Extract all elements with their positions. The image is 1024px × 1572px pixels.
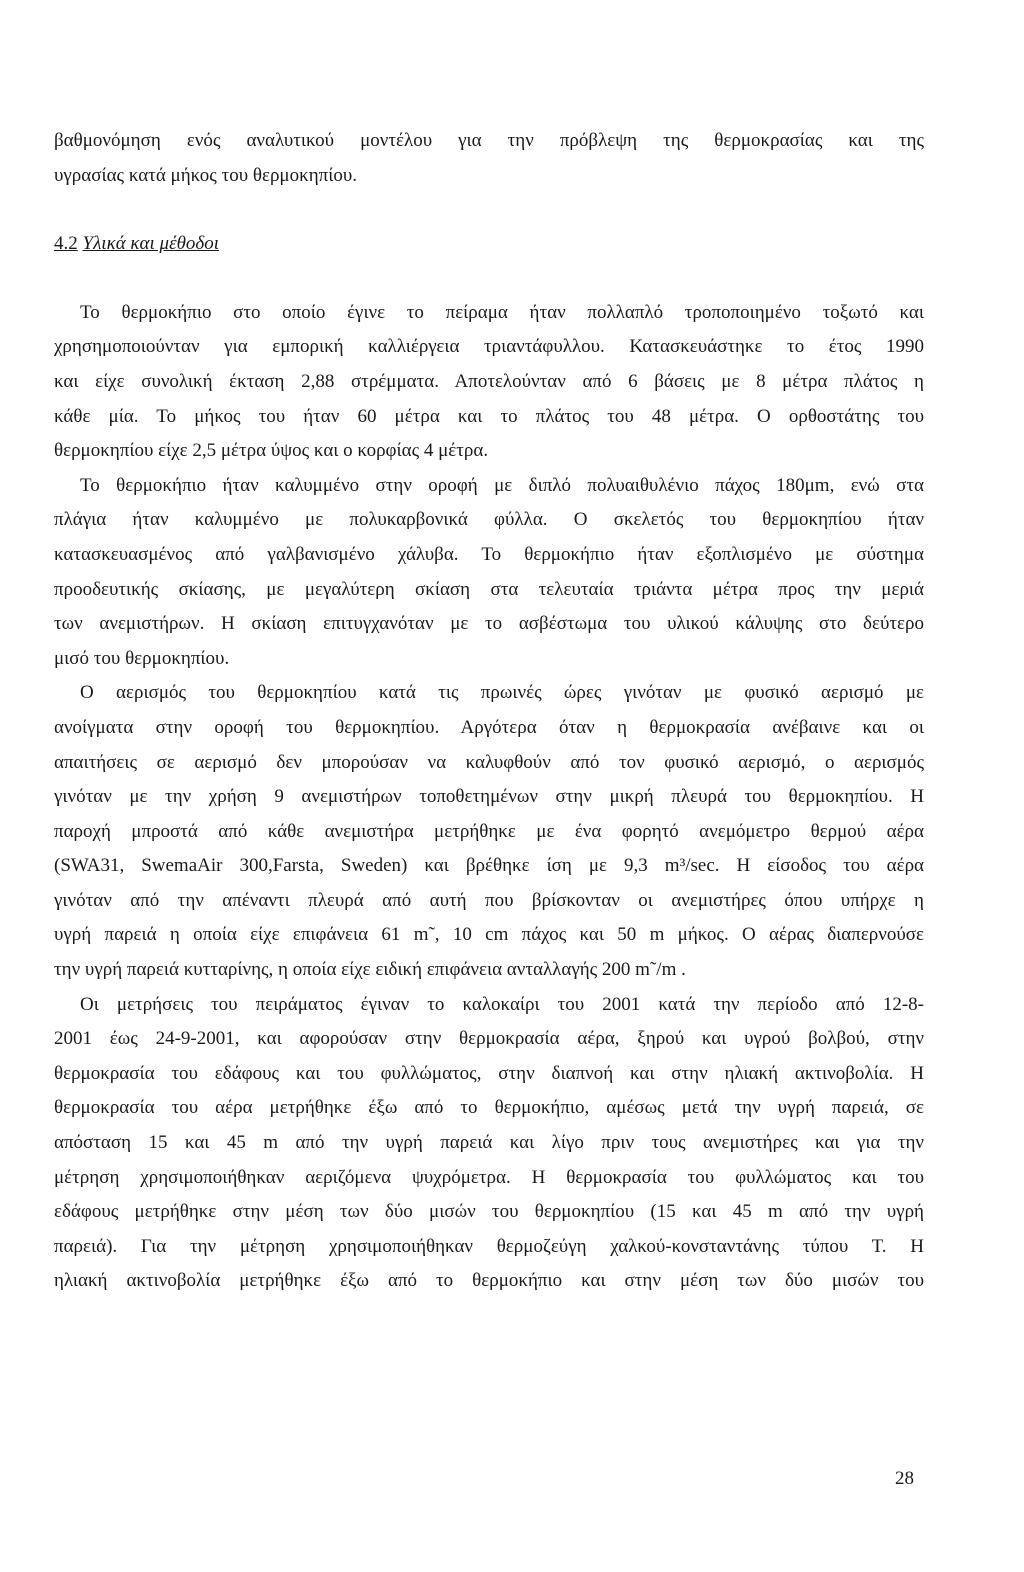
paragraph-ventilation: [54, 676, 924, 987]
text-line: μέτρηση χρησιμοποιήθηκαν αεριζόμενα ψυχρόμετρα. Η θερμοκρασία του φυλλώματος και του: [54, 1166, 924, 1188]
text-line: προοδευτικής σκίασης, με μεγαλύτερη σκίαση στα τελευταία τριάντα μέτρα προς την μεριά: [54, 578, 924, 600]
text-line: Ο αερισμός του θερμοκηπίου κατά τις πρωινές ώρες γινόταν με φυσικό αερισμό με: [80, 682, 924, 704]
text-line: απαιτήσεις σε αερισμό δεν μπορούσαν να καλυφθούν από τον φυσικό αερισμό, ο αερισμός: [54, 751, 924, 773]
text-line: βαθμονόμηση ενός αναλυτικού μοντέλου για την πρόβλεψη της θερμοκρασίας και της: [54, 130, 924, 151]
text-line: θερμοκρασία του αέρα μετρήθηκε έξω από το θερμοκήπιο, αμέσως μετά την υγρή παρειά, σε: [54, 1097, 924, 1119]
paragraph-greenhouse-description: [54, 296, 924, 469]
text-line: γινόταν με την χρήση 9 ανεμιστήρων τοποθετημένων στην μικρή πλευρά του θερμοκηπίου. Η: [54, 786, 924, 808]
section-number: 4.2: [54, 233, 78, 255]
text-line: θερμοκηπίου είχε 2,5 μέτρα ύψος και ο κορφίας 4 μέτρα.: [54, 440, 489, 462]
intro-paragraph: [54, 124, 924, 193]
section-heading: [54, 227, 924, 262]
text-line: κάθε μία. Το μήκος του ήταν 60 μέτρα και το πλάτος του 48 μέτρα. Ο ορθοστάτης του: [54, 405, 924, 427]
text-line: (SWA31, SwemaAir 300,Farsta, Sweden) και βρέθηκε ίση με 9,3 m³/sec. Η είσοδος του αέρα: [54, 855, 924, 877]
text-line: ανοίγματα στην οροφή του θερμοκηπίου. Αργότερα όταν η θερμοκρασία ανέβαινε και οι: [54, 716, 924, 738]
text-line: χρησημοποιούνταν για εμπορική καλλιέργεια τριαντάφυλλου. Κατασκευάστηκε το έτος 1990: [54, 336, 924, 358]
text-line: Το θερμοκήπιο στο οποίο έγινε το πείραμα ήταν πολλαπλό τροποποιημένο τοξωτό και: [80, 301, 924, 323]
document-page: [54, 124, 924, 1299]
text-line: και είχε συνολική έκταση 2,88 στρέμματα. Αποτελούνταν από 6 βάσεις με 8 μέτρα πλάτος η: [54, 370, 924, 392]
text-line: Το θερμοκήπιο ήταν καλυμμένο στην οροφή με διπλό πολυαιθυλένιο πάχος 180μm, ενώ στα: [80, 474, 924, 496]
text-line: παροχή μπροστά από κάθε ανεμιστήρα μετρήθηκε με ένα φορητό ανεμόμετρο θερμού αέρα: [54, 820, 924, 842]
text-line: ηλιακή ακτινοβολία μετρήθηκε έξω από το θερμοκήπιο και στην μέση των δύο μισών του: [54, 1270, 924, 1292]
text-line: υγρασίας κατά μήκος του θερμοκηπίου.: [54, 164, 357, 186]
text-line: υγρή παρειά η οποία είχε επιφάνεια 61 m˜, 10 cm πάχος και 50 m μήκος. Ο αέρας διαπερνούσε: [54, 924, 924, 946]
text-line: πλάγια ήταν καλυμμένο με πολυκαρβονικά φύλλα. Ο σκελετός του θερμοκηπίου ήταν: [54, 509, 924, 531]
text-line: γινόταν από την απέναντι πλευρά από αυτή που βρίσκονταν οι ανεμιστήρες όπου υπήρχε η: [54, 889, 924, 911]
text-line: παρειά). Για την μέτρηση χρησιμοποιήθηκαν θερμοζεύγη χαλκού-κονσταντάνης τύπου Τ. Η: [54, 1235, 924, 1257]
text-line: την υγρή παρειά κυτταρίνης, η οποία είχε ειδική επιφάνεια ανταλλαγής 200 m˜/m .: [54, 959, 686, 981]
text-line: 2001 έως 24-9-2001, και αφορούσαν στην θερμοκρασία αέρα, ξηρού και υγρού βολβού, στην: [54, 1028, 924, 1050]
text-line: μισό του θερμοκηπίου.: [54, 647, 230, 669]
text-line: θερμοκρασία του εδάφους και του φυλλώματος, στην διαπνοή και στην ηλιακή ακτινοβολία. Η: [54, 1062, 924, 1084]
text-line: των ανεμιστήρων. Η σκίαση επιτυγχανόταν με το ασβέστωμα του υλικού κάλυψης στο δεύτερο: [54, 613, 924, 635]
text-line: απόσταση 15 και 45 m από την υγρή παρειά και λίγο πριν τους ανεμιστήρες και για την: [54, 1132, 924, 1154]
text-line: εδάφους μετρήθηκε στην μέση των δύο μισών του θερμοκηπίου (15 και 45 m από την υγρή: [54, 1201, 924, 1223]
paragraph-covering: [54, 469, 924, 677]
paragraph-measurements: [54, 988, 924, 1299]
text-line: Οι μετρήσεις του πειράματος έγιναν το καλοκαίρι του 2001 κατά την περίοδο από 12-8-: [80, 993, 924, 1015]
section-title: Υλικά και μέθοδοι: [82, 233, 220, 255]
page-number: 28: [895, 1468, 914, 1489]
text-line: κατασκευασμένος από γαλβανισμένο χάλυβα. Το θερμοκήπιο ήταν εξοπλισμένο με σύστημα: [54, 543, 924, 565]
